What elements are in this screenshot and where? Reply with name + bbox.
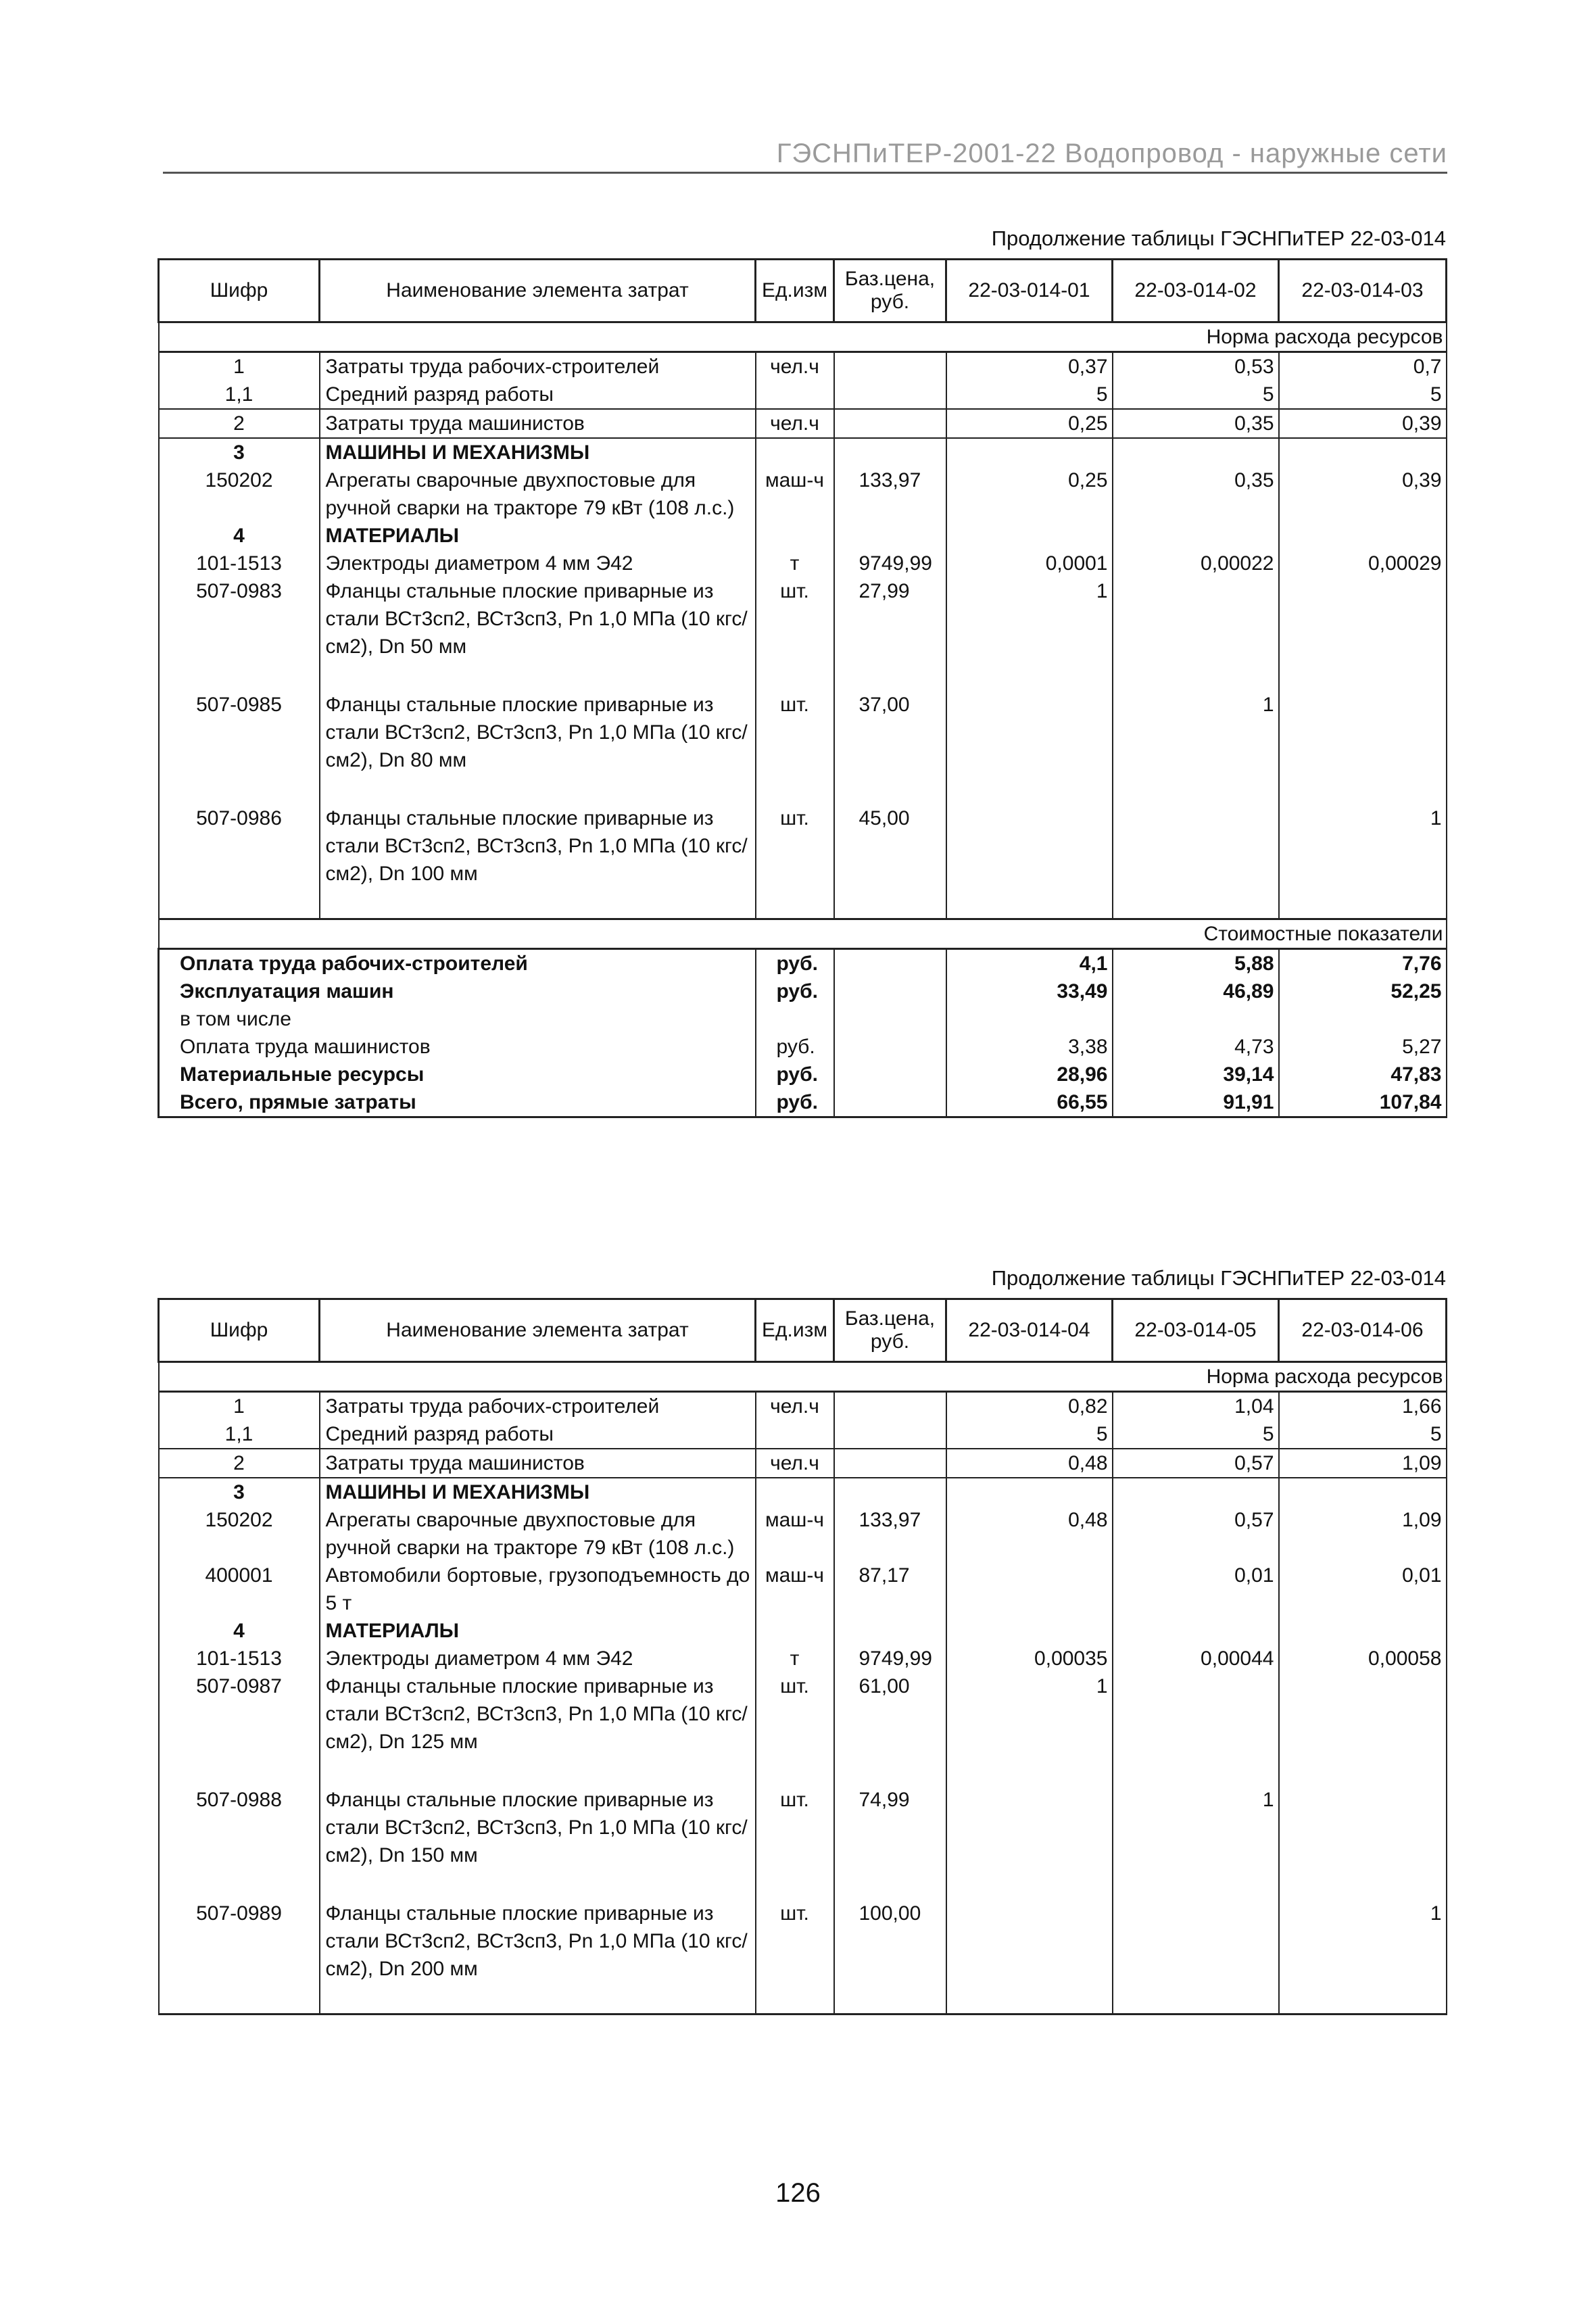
row-price: 9749,99 [834, 1645, 946, 1672]
row-value [1113, 577, 1279, 660]
spacer-cell [756, 660, 834, 691]
spacer-cell [946, 1756, 1113, 1786]
spacer-cell [756, 1756, 834, 1786]
row-code: 507-0985 [159, 691, 320, 774]
row-value: 5 [1279, 1420, 1447, 1449]
row-value: 0,35 [1113, 409, 1279, 438]
summary-value: 5,88 [1113, 949, 1279, 978]
spacer-cell [834, 1869, 946, 1900]
row-code: 507-0986 [159, 804, 320, 888]
spacer-cell [159, 774, 320, 804]
summary-row [159, 1005, 1447, 1033]
row-name: Затраты труда рабочих-строителей [320, 352, 756, 381]
table-row [159, 409, 1447, 438]
row-value: 0,00022 [1113, 550, 1279, 577]
row-value: 0,48 [946, 1449, 1113, 1478]
summary-value: 91,91 [1113, 1088, 1279, 1117]
col-header-variant-4: 22-03-014-04 [946, 1299, 1113, 1362]
row-value [1279, 438, 1447, 466]
col-header-name: Наименование элемента затрат [320, 1299, 756, 1362]
row-price: 9749,99 [834, 550, 946, 577]
row-price: 45,00 [834, 804, 946, 888]
row-value [946, 1786, 1113, 1869]
row-unit [756, 1478, 834, 1506]
col-header-variant-1: 22-03-014-01 [946, 260, 1113, 322]
row-unit: чел.ч [756, 409, 834, 438]
summary-unit: руб. [756, 1088, 834, 1117]
row-unit [756, 1617, 834, 1645]
spacer-cell [1279, 1756, 1447, 1786]
summary-row [159, 978, 1447, 1005]
row-unit: шт. [756, 1672, 834, 1756]
norm-label-row [159, 322, 1447, 352]
summary-value: 4,73 [1113, 1033, 1279, 1061]
norm-label: Норма расхода ресурсов [159, 1362, 1447, 1392]
row-price [834, 522, 946, 550]
summary-name: в том числе [159, 1005, 756, 1033]
row-name: Агрегаты сварочные двухпостовые для ручной сварки на тракторе 79 кВт (108 л.с.) [320, 1506, 756, 1562]
summary-unit: руб. [756, 1061, 834, 1088]
row-value [1279, 522, 1447, 550]
spacer-cell [1279, 660, 1447, 691]
table-row [159, 1786, 1447, 1869]
summary-value: 47,83 [1279, 1061, 1447, 1088]
row-unit: т [756, 550, 834, 577]
row-value: 1 [1113, 1786, 1279, 1869]
row-value [1113, 1478, 1279, 1506]
summary-value: 3,38 [946, 1033, 1113, 1061]
row-value: 0,01 [1113, 1562, 1279, 1617]
spacer-cell [1279, 774, 1447, 804]
row-value: 0,00058 [1279, 1645, 1447, 1672]
row-name: Фланцы стальные плоские приварные из стали ВСт3сп2, ВСт3сп3, Рn 1,0 МПа (10 кгс/см2), Dn 80 мм [320, 691, 756, 774]
table1-caption: Продолжение таблицы ГЭСНПиТЕР 22-03-014 [991, 226, 1446, 250]
norm-label: Норма расхода ресурсов [159, 322, 1447, 352]
row-value [946, 691, 1113, 774]
row-code: 507-0987 [159, 1672, 320, 1756]
row-value: 0,48 [946, 1506, 1113, 1562]
row-value: 1 [946, 577, 1113, 660]
row-name: Затраты труда машинистов [320, 1449, 756, 1478]
row-price: 37,00 [834, 691, 946, 774]
summary-price [834, 978, 946, 1005]
spacer-cell [756, 774, 834, 804]
row-value: 0,01 [1279, 1562, 1447, 1617]
spacer-cell [756, 1869, 834, 1900]
row-name: МАТЕРИАЛЫ [320, 1617, 756, 1645]
spacer-cell [320, 1756, 756, 1786]
row-unit: т [756, 1645, 834, 1672]
summary-unit: руб. [756, 949, 834, 978]
summary-name: Оплата труда машинистов [159, 1033, 756, 1061]
row-value: 0,39 [1279, 466, 1447, 522]
summary-value: 4,1 [946, 949, 1113, 978]
row-unit: маш-ч [756, 1562, 834, 1617]
spacer-cell [946, 1869, 1113, 1900]
row-code: 1,1 [159, 1420, 320, 1449]
spacer-cell [1279, 1983, 1447, 2015]
row-price [834, 409, 946, 438]
table-row [159, 804, 1447, 888]
row-price: 100,00 [834, 1900, 946, 1983]
spacer-cell [946, 774, 1113, 804]
row-value [946, 438, 1113, 466]
row-code: 150202 [159, 1506, 320, 1562]
row-unit: чел.ч [756, 1392, 834, 1421]
row-price [834, 1617, 946, 1645]
row-unit: маш-ч [756, 1506, 834, 1562]
summary-price [834, 1088, 946, 1117]
spacer-cell [1113, 1756, 1279, 1786]
row-value: 5 [1113, 1420, 1279, 1449]
row-value [1279, 1478, 1447, 1506]
table-row [159, 1617, 1447, 1645]
row-name: Затраты труда рабочих-строителей [320, 1392, 756, 1421]
spacer-cell [946, 660, 1113, 691]
row-value: 0,57 [1113, 1449, 1279, 1478]
row-price [834, 1449, 946, 1478]
table-row [159, 577, 1447, 660]
table-row [159, 1420, 1447, 1449]
table-row [159, 1392, 1447, 1421]
row-unit [756, 438, 834, 466]
spacer-cell [159, 1983, 320, 2015]
summary-name: Всего, прямые затраты [159, 1088, 756, 1117]
row-value: 0,25 [946, 409, 1113, 438]
row-unit: чел.ч [756, 352, 834, 381]
spacer-cell [1113, 660, 1279, 691]
table-row [159, 352, 1447, 381]
row-value: 1,66 [1279, 1392, 1447, 1421]
summary-value: 7,76 [1279, 949, 1447, 978]
row-code: 3 [159, 438, 320, 466]
summary-value: 39,14 [1113, 1061, 1279, 1088]
table-row [159, 1449, 1447, 1478]
table1 [158, 258, 1447, 1118]
spacer-row [159, 1756, 1447, 1786]
row-name: Затраты труда машинистов [320, 409, 756, 438]
row-value: 0,0001 [946, 550, 1113, 577]
row-name: Электроды диаметром 4 мм Э42 [320, 550, 756, 577]
col-header-variant-2: 22-03-014-02 [1113, 260, 1279, 322]
row-unit: шт. [756, 804, 834, 888]
summary-price [834, 1033, 946, 1061]
row-unit: шт. [756, 1900, 834, 1983]
row-value [946, 804, 1113, 888]
row-price: 61,00 [834, 1672, 946, 1756]
row-value: 5 [946, 1420, 1113, 1449]
row-value: 0,39 [1279, 409, 1447, 438]
table-row [159, 1506, 1447, 1562]
summary-value: 52,25 [1279, 978, 1447, 1005]
row-value: 1 [1279, 804, 1447, 888]
table2-caption: Продолжение таблицы ГЭСНПиТЕР 22-03-014 [991, 1266, 1446, 1290]
col-header-variant-3: 22-03-014-03 [1279, 260, 1447, 322]
row-value: 5 [1113, 381, 1279, 409]
table1-header-row [159, 260, 1447, 322]
summary-value: 107,84 [1279, 1088, 1447, 1117]
cost-label: Стоимостные показатели [159, 919, 1447, 949]
row-price: 133,97 [834, 466, 946, 522]
row-value [946, 1617, 1113, 1645]
row-value: 0,57 [1113, 1506, 1279, 1562]
row-name: Фланцы стальные плоские приварные из стали ВСт3сп2, ВСт3сп3, Рn 1,0 МПа (10 кгс/см2), Dn 50 мм [320, 577, 756, 660]
row-name: МАШИНЫ И МЕХАНИЗМЫ [320, 438, 756, 466]
row-value: 0,00029 [1279, 550, 1447, 577]
row-value: 0,7 [1279, 352, 1447, 381]
row-name: Автомобили бортовые, грузоподъемность до 5 т [320, 1562, 756, 1617]
row-unit: шт. [756, 691, 834, 774]
row-value [1113, 1900, 1279, 1983]
spacer-cell [159, 1756, 320, 1786]
table-row [159, 691, 1447, 774]
row-code: 150202 [159, 466, 320, 522]
table-row [159, 466, 1447, 522]
row-value [1279, 1786, 1447, 1869]
summary-value [946, 1005, 1113, 1033]
row-value [1113, 804, 1279, 888]
table2-header-row [159, 1299, 1447, 1362]
spacer-cell [946, 1983, 1113, 2015]
col-header-price: Баз.цена, руб. [834, 1299, 946, 1362]
spacer-cell [1113, 1869, 1279, 1900]
row-unit [756, 381, 834, 409]
spacer-cell [320, 888, 756, 919]
summary-value: 66,55 [946, 1088, 1113, 1117]
summary-price [834, 1005, 946, 1033]
row-name: Фланцы стальные плоские приварные из стали ВСт3сп2, ВСт3сп3, Рn 1,0 МПа (10 кгс/см2), Dn 200 мм [320, 1900, 756, 1983]
summary-unit [756, 1005, 834, 1033]
row-value: 0,53 [1113, 352, 1279, 381]
spacer-cell [834, 1756, 946, 1786]
summary-value: 28,96 [946, 1061, 1113, 1088]
row-value [1279, 1617, 1447, 1645]
row-code: 1 [159, 1392, 320, 1421]
col-header-code: Шифр [159, 1299, 320, 1362]
row-value [1113, 522, 1279, 550]
row-value: 0,37 [946, 352, 1113, 381]
spacer-row [159, 1869, 1447, 1900]
row-price [834, 1392, 946, 1421]
row-value [946, 1900, 1113, 1983]
row-code: 101-1513 [159, 550, 320, 577]
row-price: 87,17 [834, 1562, 946, 1617]
row-name: Фланцы стальные плоские приварные из стали ВСт3сп2, ВСт3сп3, Рn 1,0 МПа (10 кгс/см2), Dn 125 мм [320, 1672, 756, 1756]
spacer-cell [756, 1983, 834, 2015]
col-header-code: Шифр [159, 260, 320, 322]
row-value: 1 [1279, 1900, 1447, 1983]
row-unit: шт. [756, 1786, 834, 1869]
row-value: 1 [1113, 691, 1279, 774]
spacer-cell [159, 1869, 320, 1900]
spacer-cell [1113, 1983, 1279, 2015]
spacer-cell [946, 888, 1113, 919]
table-row [159, 1672, 1447, 1756]
row-value [1113, 1617, 1279, 1645]
spacer-cell [1279, 888, 1447, 919]
row-name: Электроды диаметром 4 мм Э42 [320, 1645, 756, 1672]
spacer-cell [159, 888, 320, 919]
row-value [1113, 1672, 1279, 1756]
running-header: ГЭСНПиТЕР-2001-22 Водопровод - наружные сети [163, 139, 1447, 174]
row-code: 507-0988 [159, 1786, 320, 1869]
row-value: 1,09 [1279, 1506, 1447, 1562]
col-header-price: Баз.цена, руб. [834, 260, 946, 322]
row-code: 101-1513 [159, 1645, 320, 1672]
spacer-cell [320, 660, 756, 691]
row-code: 1 [159, 352, 320, 381]
summary-price [834, 1061, 946, 1088]
summary-value: 46,89 [1113, 978, 1279, 1005]
spacer-cell [1113, 888, 1279, 919]
row-name: Средний разряд работы [320, 1420, 756, 1449]
row-name: МАТЕРИАЛЫ [320, 522, 756, 550]
row-name: Агрегаты сварочные двухпостовые для ручной сварки на тракторе 79 кВт (108 л.с.) [320, 466, 756, 522]
row-value [1279, 577, 1447, 660]
row-unit [756, 1420, 834, 1449]
table-row [159, 550, 1447, 577]
row-name: МАШИНЫ И МЕХАНИЗМЫ [320, 1478, 756, 1506]
table-row [159, 522, 1447, 550]
row-value: 1,09 [1279, 1449, 1447, 1478]
summary-name: Оплата труда рабочих-строителей [159, 949, 756, 978]
summary-value [1279, 1005, 1447, 1033]
spacer-cell [756, 888, 834, 919]
summary-price [834, 949, 946, 978]
row-code: 2 [159, 409, 320, 438]
row-code: 1,1 [159, 381, 320, 409]
col-header-name: Наименование элемента затрат [320, 260, 756, 322]
row-price: 74,99 [834, 1786, 946, 1869]
col-header-unit: Ед.изм [756, 1299, 834, 1362]
row-value [946, 1562, 1113, 1617]
spacer-cell [834, 660, 946, 691]
row-value: 0,00035 [946, 1645, 1113, 1672]
col-header-variant-5: 22-03-014-05 [1113, 1299, 1279, 1362]
row-value [1279, 1672, 1447, 1756]
spacer-cell [834, 888, 946, 919]
row-unit [756, 522, 834, 550]
summary-name: Материальные ресурсы [159, 1061, 756, 1088]
row-code: 3 [159, 1478, 320, 1506]
row-value: 5 [1279, 381, 1447, 409]
row-value [946, 1478, 1113, 1506]
row-price [834, 438, 946, 466]
table-row [159, 1900, 1447, 1983]
table-row [159, 1645, 1447, 1672]
col-header-variant-6: 22-03-014-06 [1279, 1299, 1447, 1362]
summary-unit: руб. [756, 1033, 834, 1061]
row-unit: шт. [756, 577, 834, 660]
row-code: 4 [159, 1617, 320, 1645]
summary-row [159, 1033, 1447, 1061]
row-code: 507-0983 [159, 577, 320, 660]
row-name: Средний разряд работы [320, 381, 756, 409]
row-code: 4 [159, 522, 320, 550]
page-number: 126 [775, 2178, 821, 2208]
table2 [158, 1298, 1447, 2015]
row-value: 1 [946, 1672, 1113, 1756]
row-price [834, 352, 946, 381]
col-header-unit: Ед.изм [756, 260, 834, 322]
row-value: 5 [946, 381, 1113, 409]
row-unit: чел.ч [756, 1449, 834, 1478]
row-name: Фланцы стальные плоские приварные из стали ВСт3сп2, ВСт3сп3, Рn 1,0 МПа (10 кгс/см2), Dn 150 мм [320, 1786, 756, 1869]
table-row [159, 1478, 1447, 1506]
row-value: 0,82 [946, 1392, 1113, 1421]
row-price [834, 1420, 946, 1449]
spacer-cell [1113, 774, 1279, 804]
row-price: 133,97 [834, 1506, 946, 1562]
row-value: 0,25 [946, 466, 1113, 522]
spacer-cell [320, 774, 756, 804]
summary-row [159, 1088, 1447, 1117]
row-value [1279, 691, 1447, 774]
row-value [946, 522, 1113, 550]
row-price: 27,99 [834, 577, 946, 660]
spacer-cell [159, 660, 320, 691]
row-price [834, 1478, 946, 1506]
spacer-cell [320, 1983, 756, 2015]
row-code: 2 [159, 1449, 320, 1478]
spacer-row [159, 888, 1447, 919]
table-row [159, 1562, 1447, 1617]
summary-name: Эксплуатация машин [159, 978, 756, 1005]
cost-label-row [159, 919, 1447, 949]
spacer-row [159, 774, 1447, 804]
spacer-cell [1279, 1869, 1447, 1900]
row-value: 0,35 [1113, 466, 1279, 522]
summary-row [159, 1061, 1447, 1088]
summary-row [159, 949, 1447, 978]
row-value [1113, 438, 1279, 466]
row-name: Фланцы стальные плоские приварные из стали ВСт3сп2, ВСт3сп3, Рn 1,0 МПа (10 кгс/см2), Dn 100 мм [320, 804, 756, 888]
spacer-cell [320, 1869, 756, 1900]
summary-value: 5,27 [1279, 1033, 1447, 1061]
norm-label-row [159, 1362, 1447, 1392]
row-code: 507-0989 [159, 1900, 320, 1983]
table-row [159, 381, 1447, 409]
row-code: 400001 [159, 1562, 320, 1617]
summary-unit: руб. [756, 978, 834, 1005]
spacer-cell [834, 1983, 946, 2015]
row-price [834, 381, 946, 409]
spacer-row [159, 1983, 1447, 2015]
summary-value [1113, 1005, 1279, 1033]
row-unit: маш-ч [756, 466, 834, 522]
row-value: 1,04 [1113, 1392, 1279, 1421]
table-row [159, 438, 1447, 466]
spacer-cell [834, 774, 946, 804]
row-value: 0,00044 [1113, 1645, 1279, 1672]
summary-value: 33,49 [946, 978, 1113, 1005]
spacer-row [159, 660, 1447, 691]
